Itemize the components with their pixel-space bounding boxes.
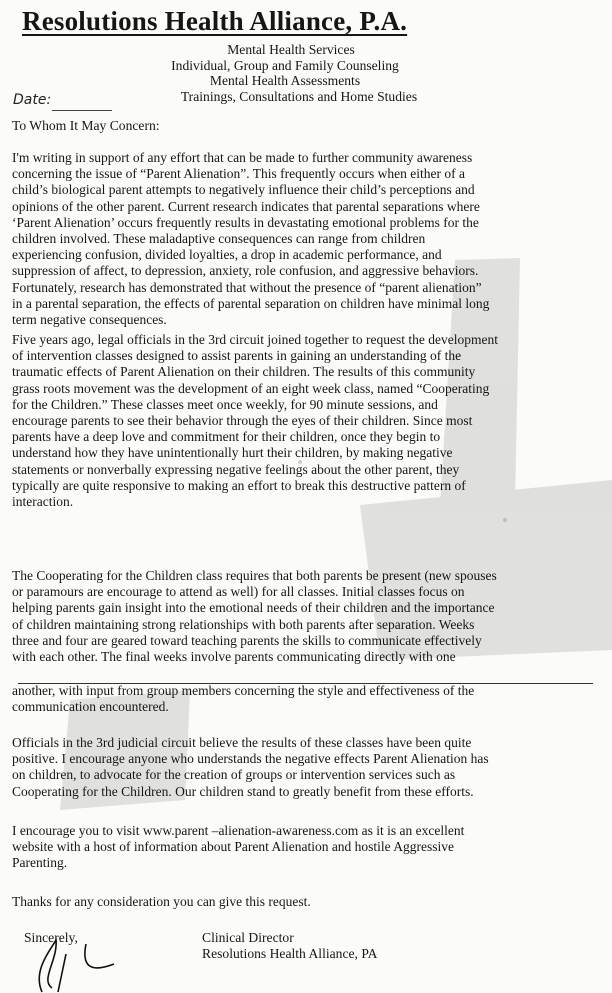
service-line: Trainings, Consultations and Home Studies xyxy=(180,88,418,104)
paragraph-thanks: Thanks for any consideration you can give this request. xyxy=(12,894,311,909)
salutation: To Whom It May Concern: xyxy=(12,118,160,133)
date-underline xyxy=(52,110,112,111)
paragraph-class-requirements: The Cooperating for the Children class requires that both parents be present (new spouses or paramours are encourage to attend as well) for all classes. Initial classes focus on helping parents gain insight into the emotional needs of their children and the importance of children maintaining strong relationships with both parents after separation. Weeks three and four are geared toward teaching parents the skills to communicate effectively with each other. The final weeks involve parents communicating directly with one xyxy=(12,568,497,665)
date-label: Date: xyxy=(13,92,52,108)
service-line: Mental Health Services xyxy=(227,42,355,57)
signer-title: Clinical Director xyxy=(202,930,294,945)
paragraph-results: Officials in the 3rd judicial circuit believe the results of these classes have been quite positive. I encourage anyone who understands the negative effects Parent Alienation has on children, to advocate for the creation of groups or intervention services such as Cooperating for the Children. Our children stand to greatly benefit from these efforts. xyxy=(12,735,489,799)
closing: Sincerely, xyxy=(24,930,78,945)
signer-org: Resolutions Health Alliance, PA xyxy=(202,946,378,961)
paragraph-awareness: I'm writing in support of any effort that can be made to further community awareness concerning the issue of “Parent Alienation”. This frequently occurs when either of a child’s biological parent attempts to negatively influence their child’s perceptions and opinions of the other parent. Current research indicates that parental separations where ‘Parent Alienation’ occurs frequently results in devastating emotional problems for the children involved. These maladaptive consequences can range from children experiencing confusion, divided loyalties, a drop in academic performance, and suppression of affect, to depression, anxiety, role confusion, and aggressive behaviors. Fortunately, research has demonstrated that without the presence of “parent alienation” in a parental separation, the effects of parental separation on children have minimal long term negative consequences. xyxy=(12,150,490,328)
services-list xyxy=(90,42,480,104)
handwritten-signature xyxy=(22,930,172,993)
org-name: Resolutions Health Alliance, P.A. xyxy=(22,6,408,36)
page-fold-line xyxy=(18,683,593,684)
service-line: Mental Health Assessments xyxy=(209,73,361,89)
paragraph-website: I encourage you to visit www.parent –alienation-awareness.com as it is an excellent website with a host of information about Parent Alienation and hostile Aggressive Parenting. xyxy=(12,823,465,871)
signer-block xyxy=(202,930,377,962)
service-line: Individual, Group and Family Counseling xyxy=(171,57,399,73)
paragraph-class-requirements-cont: another, with input from group members concerning the style and effectiveness of the communication encountered. xyxy=(12,683,475,715)
paragraph-history: Five years ago, legal officials in the 3rd circuit joined together to request the development of intervention classes designed to assist parents in gaining an understanding of the traumatic effects of Parent Alienation on their children. The results of this community grass roots movement was the development of an eight week class, named “Cooperating for the Children.” These classes meet once weekly, for 90 minute sessions, and encourage parents to see their behavior through the eyes of their children. Since most parents have a deep love and commitment for their children, once they begin to understand how they have unintentionally hurt their children, by making negative statements or nonverbally expressing negative feelings about the other parent, they typically are quite responsive to making an effort to break this destructive pattern of interaction. xyxy=(12,332,498,510)
